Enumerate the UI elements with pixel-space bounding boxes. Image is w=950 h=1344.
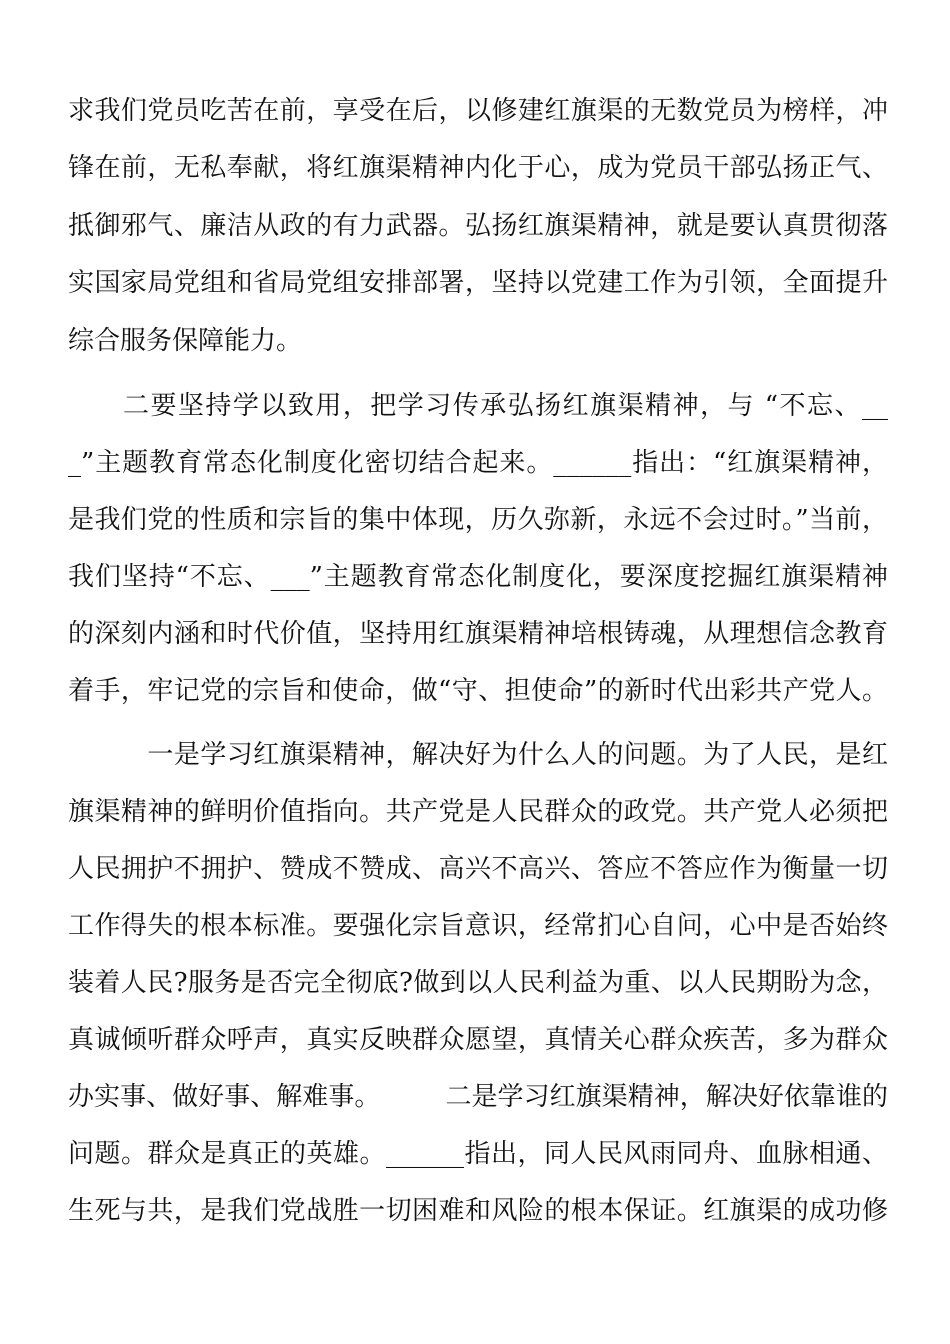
text-line: 综合服务保障能力。 bbox=[68, 326, 303, 356]
text-line: 旗渠精神的鲜明价值指向。共产党是人民群众的政党。共产党人必须把 bbox=[68, 797, 888, 827]
text-line: 办实事、做好事、解难事。 二是学习红旗渠精神，解决好依靠谁的 bbox=[68, 1082, 888, 1112]
text-line: 装着人民?服务是否完全彻底?做到以人民利益为重、以人民期盼为念， bbox=[68, 968, 888, 998]
text-line: 真诚倾听群众呼声，真实反映群众愿望，真情关心群众疾苦，多为群众 bbox=[68, 1025, 888, 1055]
text-line: 二要坚持学以致用，把学习传承弘扬红旗渠精神，与 “不忘、__ bbox=[68, 391, 888, 421]
text-line: 人民拥护不拥护、赞成不赞成、高兴不高兴、答应不答应作为衡量一切 bbox=[68, 854, 888, 884]
text-line: 锋在前，无私奉献，将红旗渠精神内化于心，成为党员干部弘扬正气、 bbox=[68, 153, 888, 183]
text-line: 生死与共，是我们党战胜一切困难和风险的根本保证。红旗渠的成功修 bbox=[68, 1196, 888, 1226]
text-line: 求我们党员吃苦在前，享受在后，以修建红旗渠的无数党员为榜样，冲 bbox=[68, 96, 888, 126]
text-line: 的深刻内涵和时代价值，坚持用红旗渠精神培根铸魂，从理想信念教育 bbox=[68, 619, 888, 649]
text-line: 着手，牢记党的宗旨和使命，做“守、担使命”的新时代出彩共产党人。 bbox=[68, 676, 888, 706]
text-line: 是我们党的性质和宗旨的集中体现，历久弥新，永远不会过时。”当前， bbox=[68, 505, 888, 535]
text-line: 抵御邪气、廉洁从政的有力武器。弘扬红旗渠精神，就是要认真贯彻落 bbox=[68, 211, 888, 241]
text-line: _”主题教育常态化制度化密切结合起来。______指出：“红旗渠精神， bbox=[68, 448, 888, 478]
text-line: 我们坚持“不忘、___”主题教育常态化制度化，要深度挖掘红旗渠精神 bbox=[68, 562, 888, 592]
text-line: 问题。群众是真正的英雄。______指出，同人民风雨同舟、血脉相通、 bbox=[68, 1139, 888, 1169]
text-line: 实国家局党组和省局党组安排部署，坚持以党建工作为引领，全面提升 bbox=[68, 268, 888, 298]
text-line: 工作得失的根本标准。要强化宗旨意识，经常扪心自问，心中是否始终 bbox=[68, 911, 888, 941]
text-line: 一是学习红旗渠精神，解决好为什么人的问题。为了人民，是红 bbox=[68, 740, 888, 770]
